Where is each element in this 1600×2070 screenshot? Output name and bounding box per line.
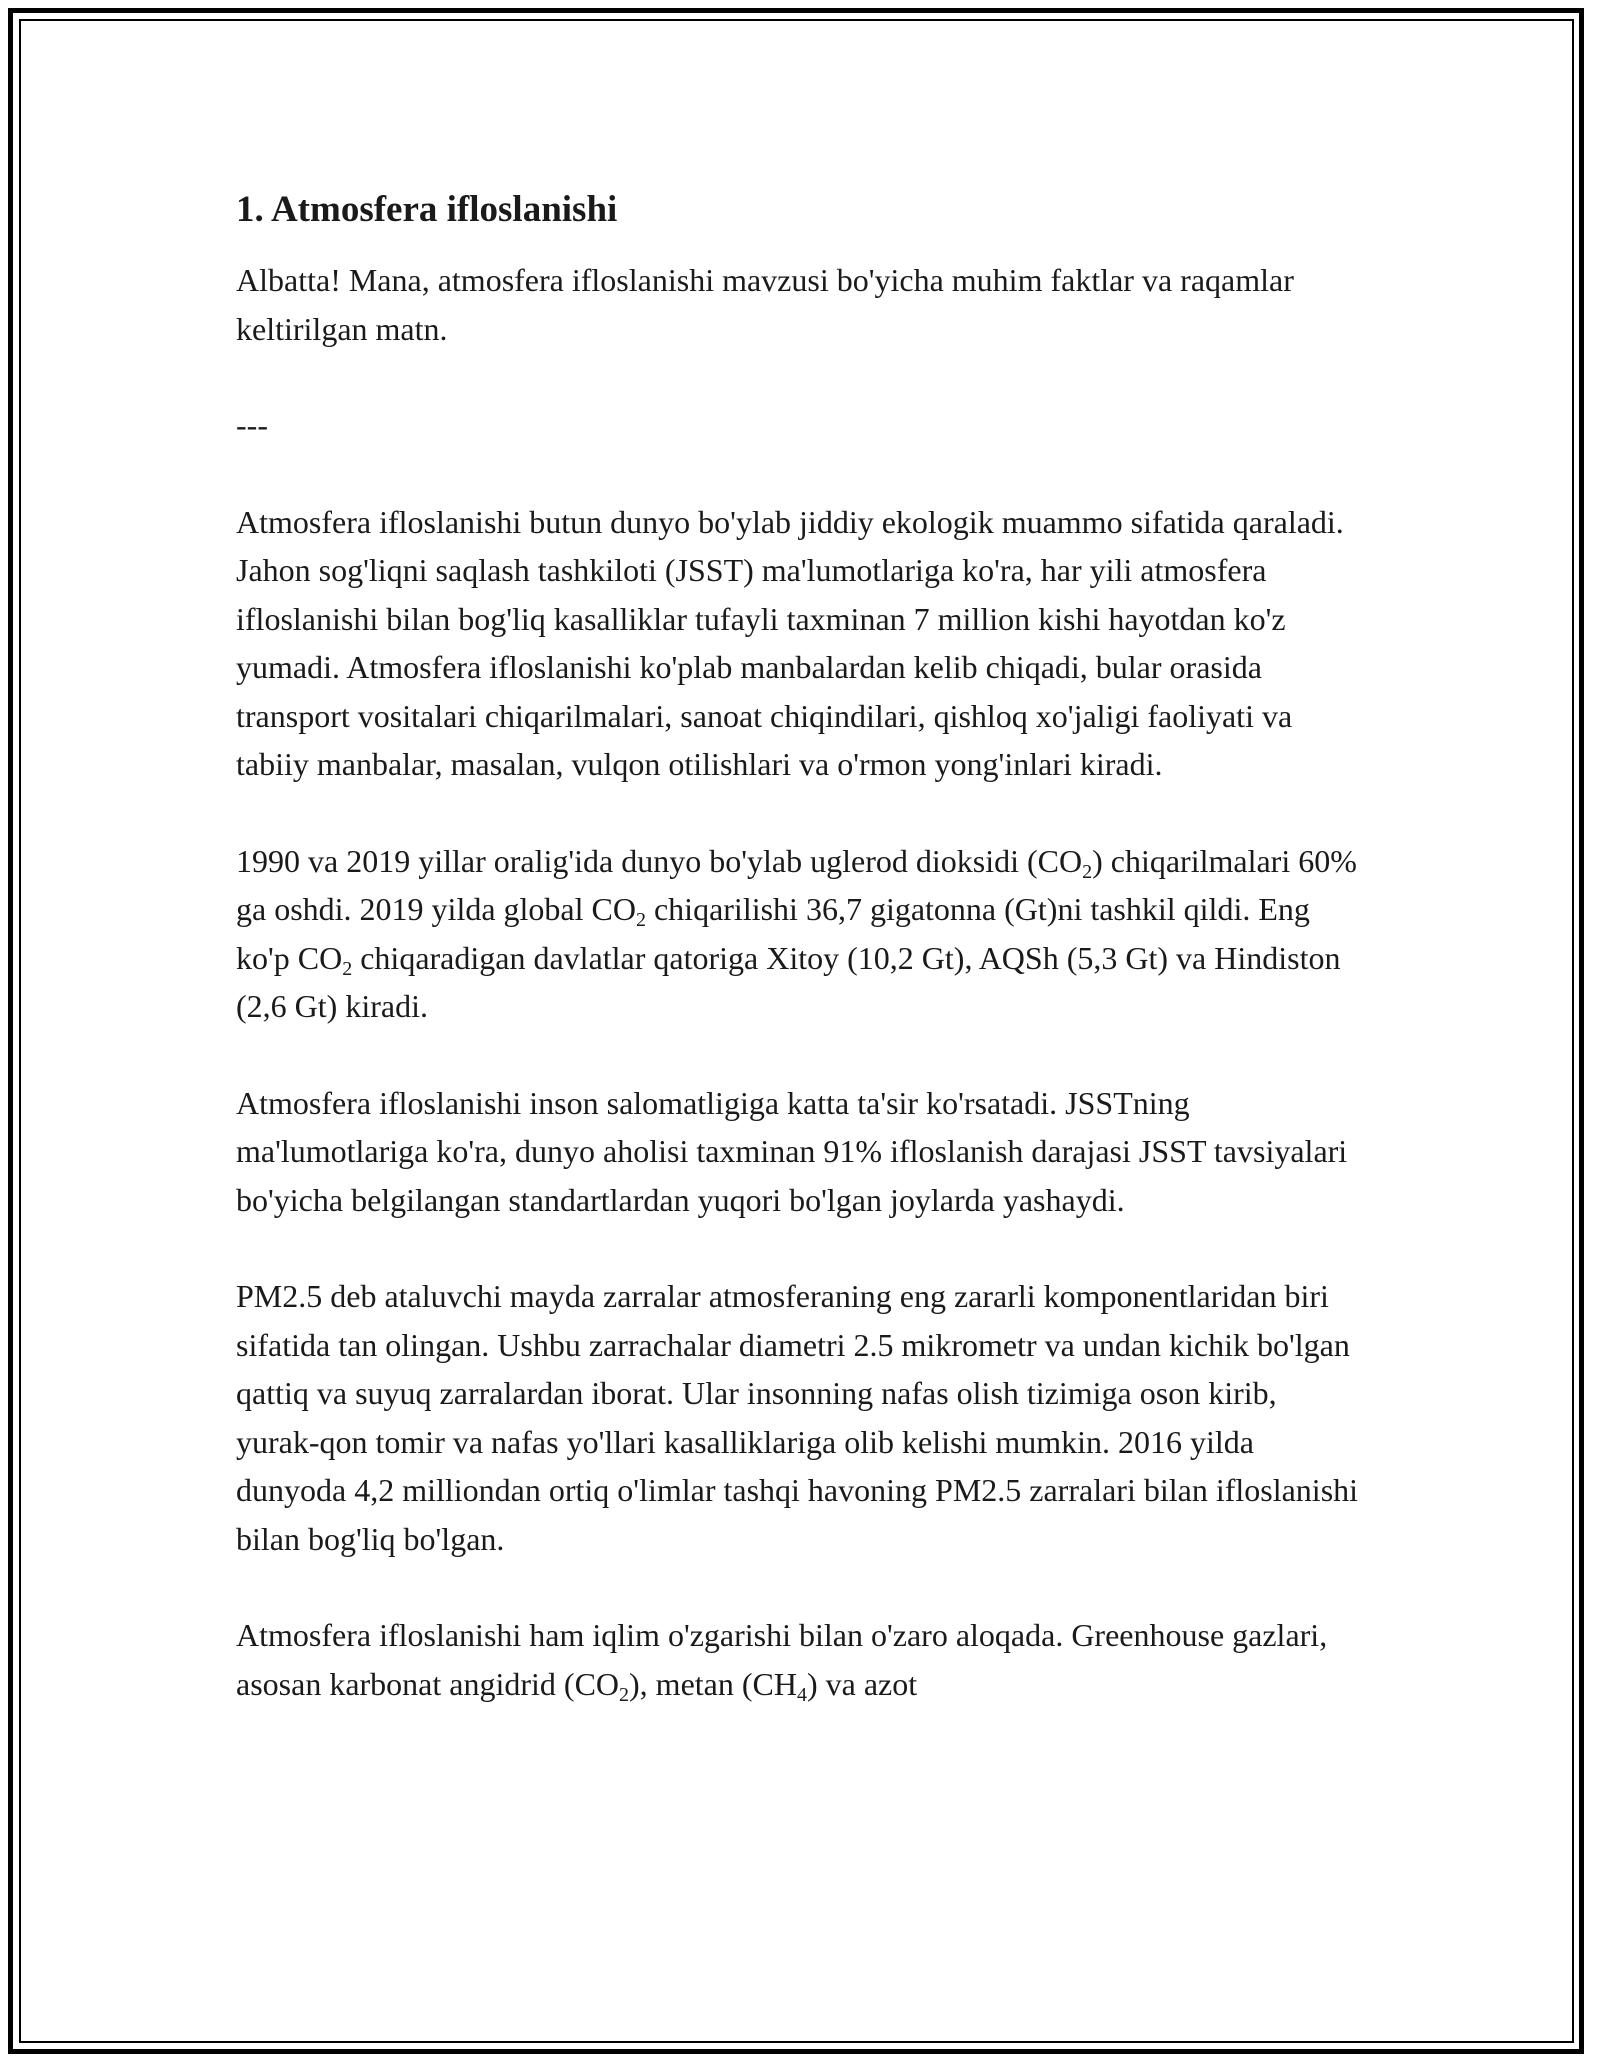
- paragraph-climate-change: Atmosfera ifloslanishi ham iqlim o'zgarishi bilan o'zaro aloqada. Greenhouse gazlari, asosan karbonat angidrid $(CO_2)$, metan $(CH_4)$ va azot: [236, 1617, 1328, 1706]
- document-body: [236, 186, 1366, 1756]
- paragraph-overview: Atmosfera ifloslanishi butun dunyo bo'ylab jiddiy ekologik muammo sifatida qaraladi. Jahon sog'liqni saqlash tashkiloti (JSST) ma'lumotlariga ko'ra, har yili atmosfera ifloslanishi bilan bog'liq kasalliklar tufayli taxminan 7 million kishi hayotdan ko'z yumadi. Atmosfera ifloslanishi ko'plab manbalardan kelib chiqadi, bular orasida transport vositalari chiqarilmalari, sanoat chiqindilari, qishloq xo'jaligi faoliyati va tabiiy manbalar, masalan, vulqon otilishlari va o'rmon yong'inlari kiradi.: [236, 503, 1344, 782]
- intro-paragraph: Albatta! Mana, atmosfera ifloslanishi mavzusi bo'yicha muhim faktlar va raqamlar keltirilgan matn.: [236, 262, 1294, 347]
- section-heading: 1. Atmosfera ifloslanishi: [236, 189, 618, 230]
- paragraph-pm25: PM2.5 deb ataluvchi mayda zarralar atmosferaning eng zararli komponentlaridan biri sifatida tan olingan. Ushbu zarrachalar diametri 2.5 mikrometr va undan kichik bo'lgan qattiq va suyuq zarralardan iborat. Ular insonning nafas olish tizimiga oson kirib, yurak-qon tomir va nafas yo'llari kasalliklariga olib kelishi mumkin. 2016 yilda dunyoda 4,2 milliondan ortiq o'limlar tashqi havoning PM2.5 zarralari bilan ifloslanishi bilan bog'liq bo'lgan.: [236, 1278, 1359, 1557]
- separator-line: ---: [236, 407, 268, 443]
- paragraph-co2-emissions: 1990 va 2019 yillar oralig'ida dunyo bo'ylab uglerod dioksidi $(CO_2)$ chiqarilmalari 60% ga oshdi. 2019 yilda global $CO_2$ chiqarilishi 36,7 gigatonna (Gt)ni tashkil qildi. Eng ko'p $CO_2$ chiqaradigan davlatlar qatoriga Xitoy (10,2 Gt), AQSh (5,3 Gt) va Hindiston (2,6 Gt) kiradi.: [236, 842, 1357, 1024]
- paragraph-health-impact: Atmosfera ifloslanishi inson salomatligiga katta ta'sir ko'rsatadi. JSSTning ma'lumotlariga ko'ra, dunyo aholisi taxminan 91% ifloslanish darajasi JSST tavsiyalari bo'yicha belgilangan standartlardan yuqori bo'lgan joylarda yashaydi.: [236, 1084, 1348, 1218]
